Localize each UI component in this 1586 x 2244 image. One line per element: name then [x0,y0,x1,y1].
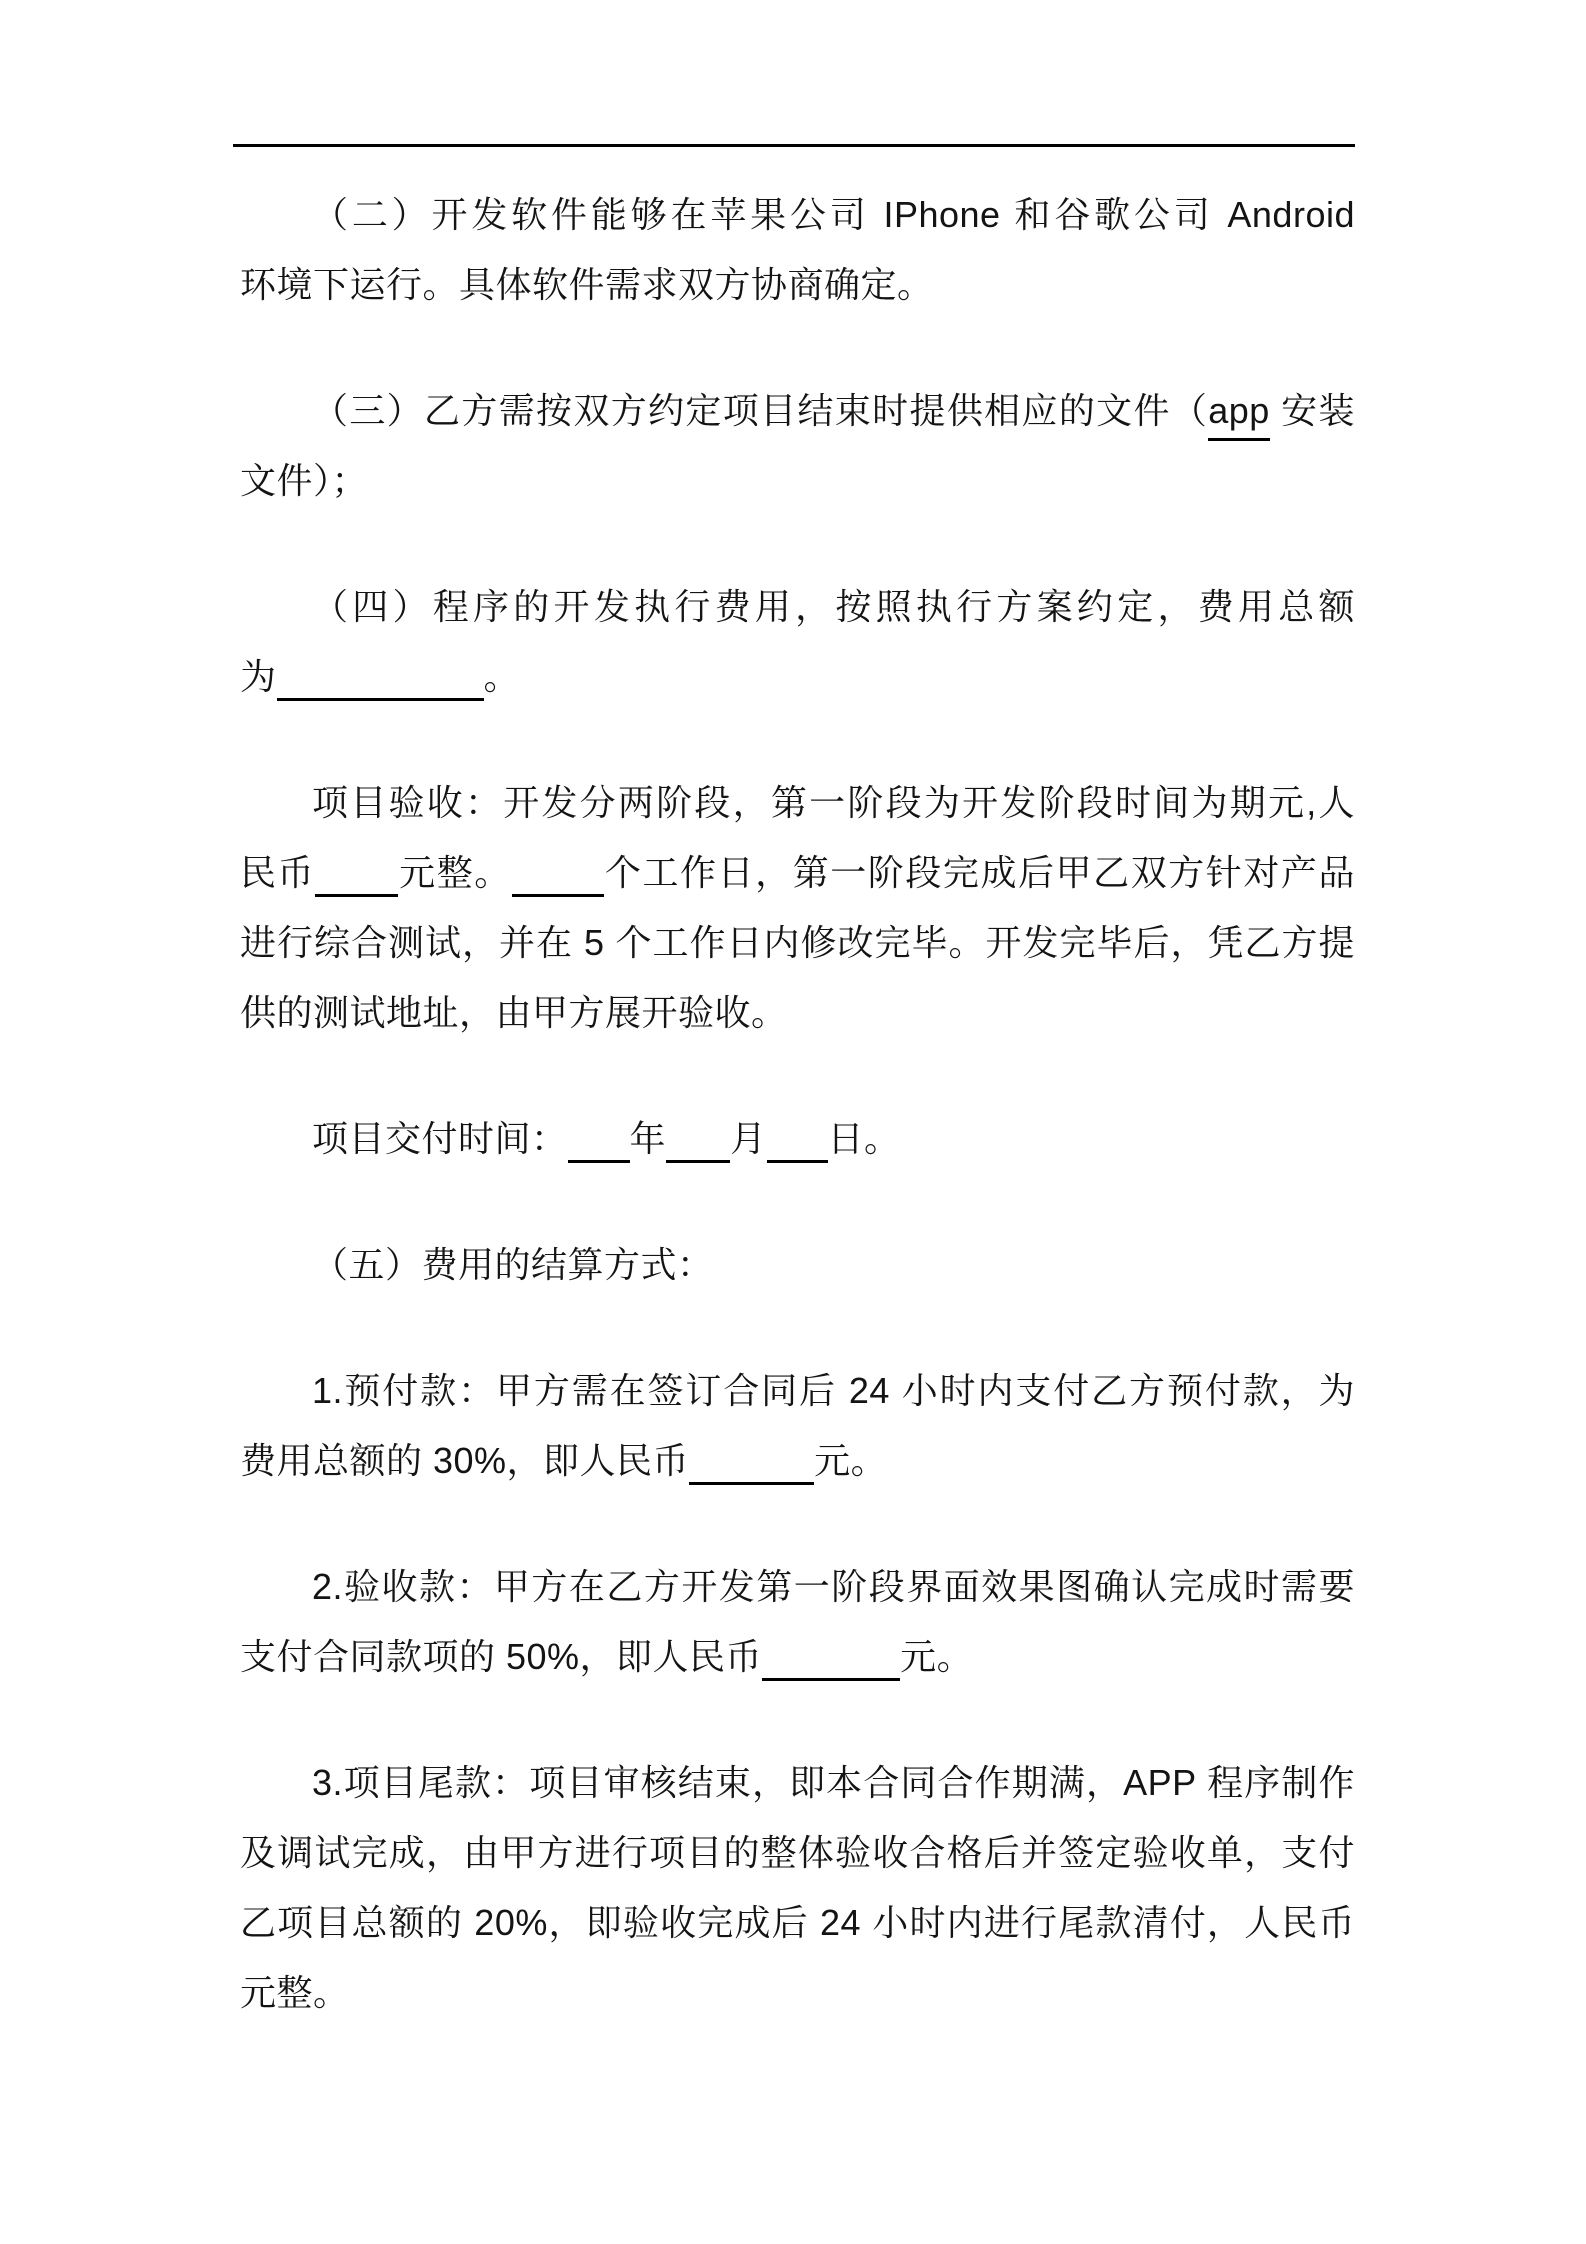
document-line [240,1748,1355,1818]
document-line [240,1622,1355,1692]
text-run: 日。 [827,1118,901,1159]
text-run: 3.项目尾款：项目审核结束，即本合同合作期满，APP 程序制作 [312,1762,1355,1803]
text-run: 进行综合测试，并在 5 个工作日内修改完毕。开发完毕后，凭乙方提 [240,922,1355,963]
text-run: 元。 [814,1440,888,1481]
document-body [240,180,1355,2084]
document-line [240,1888,1355,1958]
document-line [240,768,1355,838]
para-final-payment [240,1748,1355,2028]
text-run: 。 [483,656,521,697]
text-run: 供的测试地址，由甲方展开验收。 [240,992,788,1033]
text-run: 2.验收款：甲方在乙方开发第一阶段界面效果图确认完成时需要 [312,1566,1355,1607]
para-prepayment [240,1356,1355,1496]
text-run: 及调试完成，由甲方进行项目的整体验收合格后并签定验收单，支付 [240,1832,1355,1873]
underlined-text-run: app [1208,390,1270,441]
document-line [240,1104,1355,1174]
text-run: 支付合同款项的 50%，即人民币 [240,1636,763,1677]
text-run: 项目交付时间： [312,1118,568,1159]
text-run: 安装 [1269,390,1355,431]
text-run: （二）开发软件能够在苹果公司 IPhone 和谷歌公司 Android [312,194,1355,235]
text-run: 元。 [900,1636,974,1677]
document-line [240,642,1355,712]
document-line [240,180,1355,250]
document-line [240,376,1355,446]
document-line [240,978,1355,1048]
blank-fill-in-field[interactable] [689,1442,814,1485]
text-run: 乙项目总额的 20%，即验收完成后 24 小时内进行尾款清付，人民币 [240,1902,1355,1943]
document-line [240,838,1355,908]
blank-fill-in-field[interactable] [512,854,604,897]
text-run: 项目验收：开发分两阶段，第一阶段为开发阶段时间为期元,人 [312,782,1355,823]
para-delivery-time [240,1104,1355,1174]
text-run: （五）费用的结算方式： [312,1244,714,1285]
blank-fill-in-field[interactable] [315,854,398,897]
text-run: 年 [629,1118,667,1159]
document-line [240,1552,1355,1622]
para-acceptance [240,768,1355,1048]
text-run: 1.预付款：甲方需在签订合同后 24 小时内支付乙方预付款，为 [312,1370,1355,1411]
document-line [240,1958,1355,2028]
text-run: 为 [240,656,277,697]
para-acceptance-payment [240,1552,1355,1692]
text-run: 元整。 [398,852,512,893]
para-item-4 [240,572,1355,712]
text-run: 环境下运行。具体软件需求双方协商确定。 [240,264,934,305]
text-run: 费用总额的 30%，即人民币 [240,1440,690,1481]
text-run: 月 [730,1118,767,1159]
text-run: （三）乙方需按双方约定项目结束时提供相应的文件（ [312,390,1209,431]
document-line [240,572,1355,642]
document-line [240,446,1355,516]
text-run: 元整。 [240,1972,350,2013]
document-line [240,1818,1355,1888]
para-item-5 [240,1230,1355,1300]
document-line [240,1356,1355,1426]
document-line [240,1230,1355,1300]
document-line [240,908,1355,978]
blank-fill-in-field[interactable] [277,658,484,701]
text-run: 文件）； [240,460,369,501]
blank-fill-in-field[interactable] [767,1120,828,1163]
para-item-3 [240,376,1355,516]
document-line [240,250,1355,320]
blank-fill-in-field[interactable] [666,1120,730,1163]
blank-fill-in-field[interactable] [762,1638,900,1681]
text-run: 个工作日，第一阶段完成后甲乙双方针对产品 [603,852,1355,893]
header-divider-line [233,144,1355,147]
text-run: （四）程序的开发执行费用，按照执行方案约定，费用总额 [312,586,1355,627]
document-line [240,1426,1355,1496]
text-run: 民币 [240,852,316,893]
blank-fill-in-field[interactable] [568,1120,630,1163]
para-item-2 [240,180,1355,320]
